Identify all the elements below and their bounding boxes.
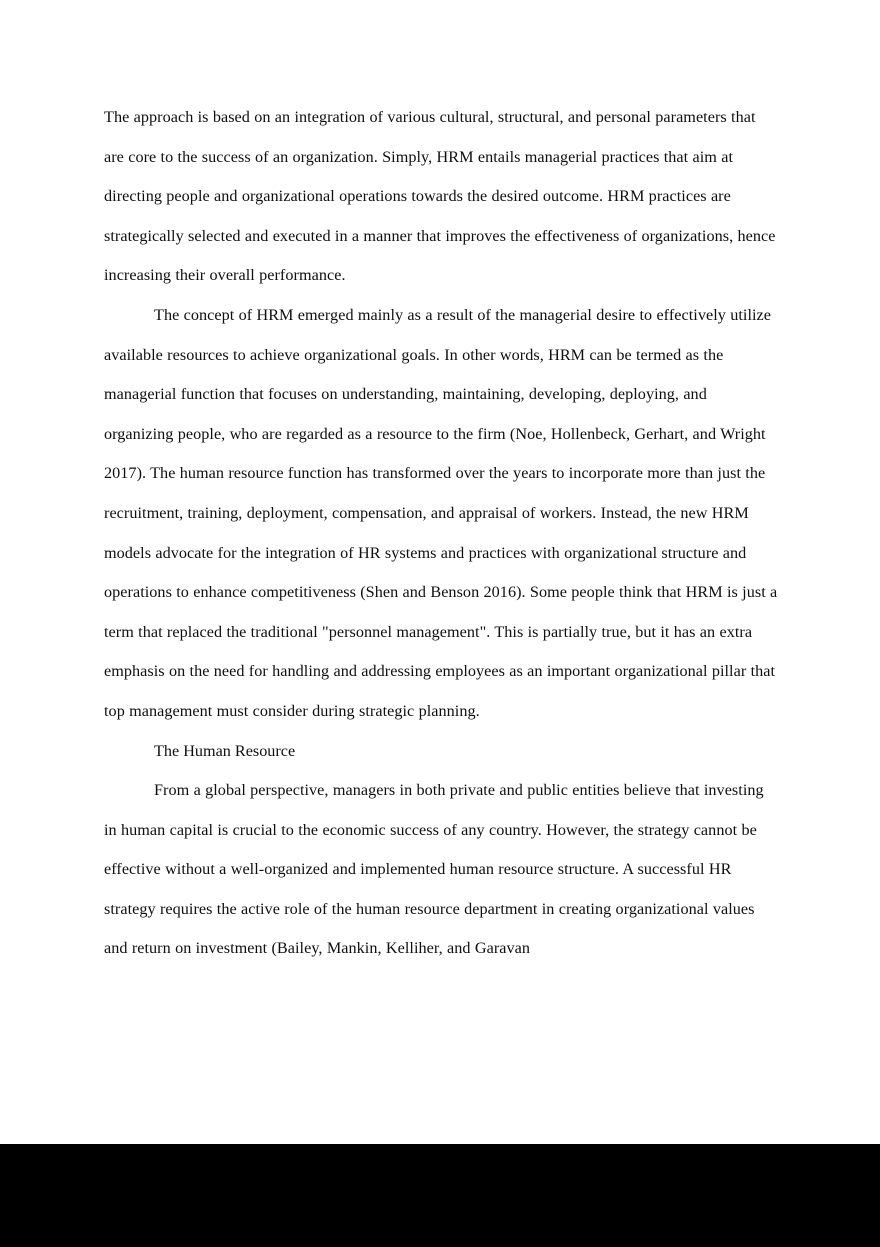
body-paragraph-hrm-concept: The concept of HRM emerged mainly as a result of the managerial desire to effectively utilize available resources to achieve organizational goals. In other words, HRM can be termed as the managerial function that focuses on understanding, maintaining, developing, deploying, and organizing people, who are regarded as a resource to the firm (Noe, Hollenbeck, Gerhart, and Wright 2017). The human resource function has transformed over the years to incorporate more than just the recruitment, training, deployment, compensation, and appraisal of workers. Instead, the new HRM models advocate for the integration of HR systems and practices with organizational structure and operations to enhance competitiveness (Shen and Benson 2016). Some people think that HRM is just a term that replaced the traditional "personnel management". This is partially true, but it has an extra emphasis on the need for handling and addressing employees as an important organizational pillar that top management must consider during strategic planning. xyxy=(104,305,778,720)
document-text-column xyxy=(104,98,778,969)
body-paragraph-continued: The approach is based on an integration of various cultural, structural, and personal parameters that are core to the success of an organization. Simply, HRM entails managerial practices that aim at directing people and organizational operations towards the desired outcome. HRM practices are strategically selected and executed in a manner that improves the effectiveness of organizations, hence increasing their overall performance. xyxy=(104,108,776,285)
page-bottom-black-band xyxy=(0,1144,880,1247)
body-paragraph-global-perspective: From a global perspective, managers in both private and public entities believe that investing in human capital is crucial to the economic success of any country. However, the strategy cannot be effective without a well-organized and implemented human resource structure. A successful HR strategy requires the active role of the human resource department in creating organizational values and return on investment (Bailey, Mankin, Kelliher, and Garavan xyxy=(104,781,764,958)
section-heading-human-resource: The Human Resource xyxy=(154,741,296,760)
